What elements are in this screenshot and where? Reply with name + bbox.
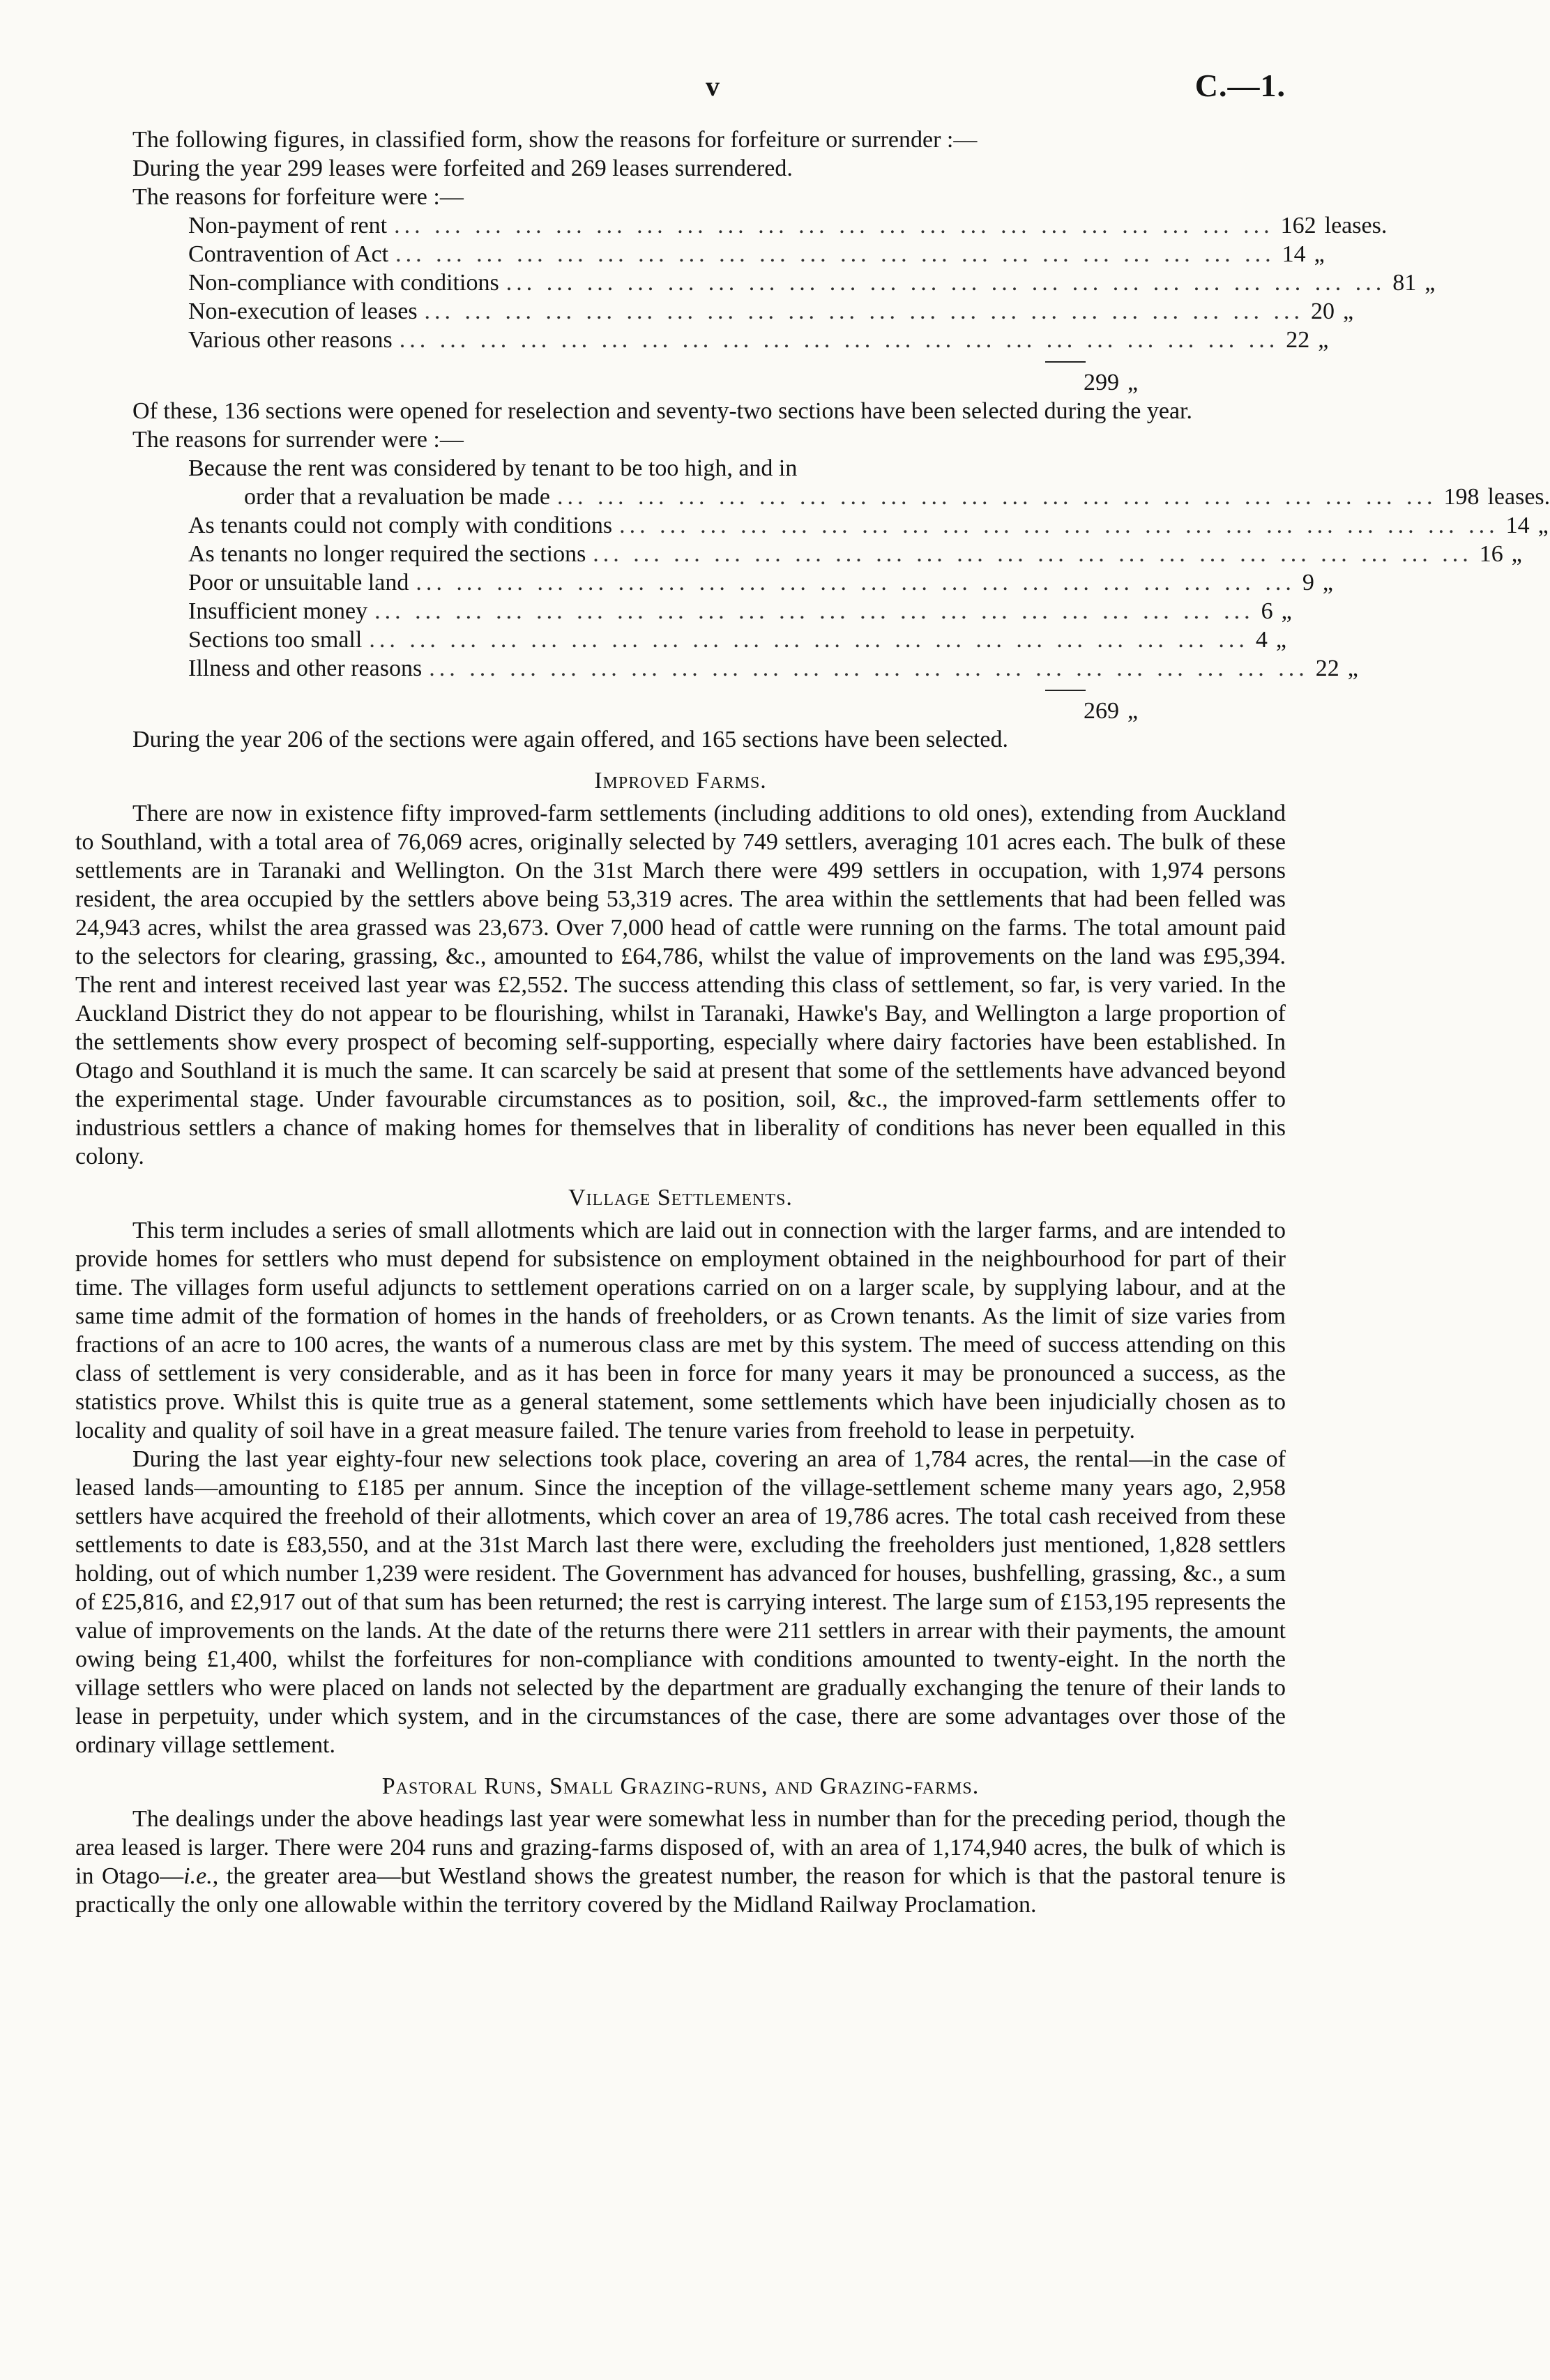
forfeiture-total xyxy=(75,368,1286,397)
row-unit: „ xyxy=(1318,327,1329,353)
row-value: 22 xyxy=(1315,655,1339,681)
total-value: 269 xyxy=(1084,698,1119,724)
row-label: Illness and other reasons xyxy=(188,655,423,681)
pastoral-text-ie: i.e. xyxy=(183,1863,213,1889)
row-unit: „ xyxy=(1537,513,1549,538)
row-value: 14 xyxy=(1505,513,1530,538)
row-unit: „ xyxy=(1343,298,1354,324)
total-unit: „ xyxy=(1127,370,1139,395)
intro-line: The following figures, in classified form, show the reasons for forfeiture or surrender :— xyxy=(132,127,978,153)
row-value: 198 xyxy=(1443,484,1480,510)
page-number: v xyxy=(706,70,720,102)
document-body xyxy=(75,126,1550,1919)
table-row xyxy=(75,626,1286,654)
pastoral-text-start: The dealings under the above headings last year were somewhat less in number than for the preceding period, though the area leased is larger. There were 204 runs and grazing-farms disposed of, with an area of 1,174,940 acres, the bulk of which is in Otago— xyxy=(75,1806,1286,1889)
dot-leader: ... ... ... ... ... ... ... ... ... ... ... ... ... ... ... ... ... ... ... ... ... ... xyxy=(395,241,1275,267)
pastoral-runs-heading: Pastoral Runs, Small Grazing-runs, and Grazing-farms. xyxy=(381,1773,980,1799)
dot-leader: ... ... ... ... ... ... ... ... ... ... ... ... ... ... ... ... ... ... ... ... ... ... xyxy=(399,327,1279,353)
dot-leader: ... ... ... ... ... ... ... ... ... ... ... ... ... ... ... ... ... ... ... ... ... ... xyxy=(429,655,1309,681)
row-label: Because the rent was considered by tenant to be too high, and in xyxy=(188,455,798,481)
pastoral-runs-paragraph xyxy=(75,1805,1286,1919)
total-value: 299 xyxy=(1084,370,1119,395)
village-settlements-paragraph-2: During the last year eighty-four new selections took place, covering an area of 1,784 acres, the rental—in the case of leased lands—amounting to £185 per annum. Since the inception of the village-settlement scheme many years ago, 2,958 settlers have acquired the freehold of their allotments, which cover an area of 19,786 acres. The total cash received from these settlements to date is £83,550, and at the 31st March last there were, excluding the freeholders just mentioned, 1,828 settlers holding, out of which number 1,239 were resident. The Government has advanced for houses, bushfelling, grassing, &c., a sum of £25,816, and £2,917 out of that sum has been returned; the rest is carrying interest. The large sum of £153,195 represents the value of improvements on the lands. At the date of the returns there were 211 settlers in arrear with their payments, the amount owing being £1,400, whilst the forfeitures for non-compliance with conditions amounted to twenty-eight. In the north the village settlers who were placed on lands not selected by the department are gradually exchanging the tenure of their lands to lease in perpetuity, under which system, and in the circumstances of the case, there are some advantages over those of the ordinary village settlement. xyxy=(75,1446,1286,1758)
row-unit: „ xyxy=(1511,541,1522,567)
document-reference: C.—1. xyxy=(1194,68,1286,103)
row-label: Various other reasons xyxy=(188,327,393,353)
table-row xyxy=(75,326,1329,354)
row-unit: „ xyxy=(1424,270,1436,296)
row-value: 14 xyxy=(1282,241,1306,267)
table-row xyxy=(75,511,1549,540)
sum-rule xyxy=(1045,690,1086,691)
row-label: Sections too small xyxy=(188,627,363,653)
row-unit: „ xyxy=(1281,598,1292,624)
table-row xyxy=(75,654,1358,683)
table-row xyxy=(75,211,1388,240)
dot-leader: ... ... ... ... ... ... ... ... ... ... ... ... ... ... ... ... ... ... ... ... ... ... xyxy=(374,598,1254,624)
row-value: 20 xyxy=(1311,298,1335,324)
pastoral-text-end: , the greater area—but Westland shows the greatest number, the reason for which is that the pastoral tenure is practically the only one allowable within the territory covered by the Midland Railway Proclamation. xyxy=(75,1863,1286,1918)
page-header xyxy=(75,70,1286,126)
row-label: Contravention of Act xyxy=(188,241,389,267)
table-row xyxy=(75,483,1550,511)
village-settlements-paragraph-1: This term includes a series of small allotments which are laid out in connection with the larger farms, and are intended to provide homes for settlers who must depend for subsistence on employment obtained in the neighbourhood for part of their time. The villages form useful adjuncts to settlement operations carried on on a larger scale, by supplying labour, and at the same time admit of the formation of homes in the hands of freeholders, or as Crown tenants. As the limit of size varies from fractions of an acre to 100 acres, the wants of a numerous class are met by this system. The meed of success attending on this class of settlement is very considerable, and as it has been in force for many years it may be pronounced a success, as the statistics prove. Whilst this is quite true as a general statement, some settlements which have been injudicially chosen as to locality and quality of soil have in a great measure failed. The tenure varies from freehold to lease in perpetuity. xyxy=(75,1218,1286,1443)
row-label: Non-payment of rent xyxy=(188,213,388,238)
row-value: 6 xyxy=(1261,598,1273,624)
row-label: As tenants could not comply with conditions xyxy=(188,513,613,538)
improved-farms-paragraph: There are now in existence fifty improved-farm settlements (including additions to old ones), extending from Auckland to Southland, with a total area of 76,069 acres, originally selected by 749 settlers, averaging 101 acres each. The bulk of these settlements are in Taranaki and Wellington. On the 31st March there were 499 settlers in occupation, with 1,974 persons resident, the area occupied by the settlers above being 53,319 acres. The area within the settlements that had been felled was 24,943 acres, whilst the area grassed was 23,673. Over 7,000 head of cattle were running on the farms. The total amount paid to the selectors for clearing, grassing, &c., amounted to £64,786, whilst the value of improvements on the land was £95,394. The rent and interest received last year was £2,552. The success attending this class of settlement, so far, is very varied. In the Auckland District they do not appear to be flourishing, whilst in Taranaki, Hawke's Bay, and Wellington a large proportion of the settlements show every prospect of becoming self-supporting, especially where dairy factories have been established. In Otago and Southland it is much the same. It can scarcely be said at present that some of the settlements have advanced beyond the experimental stage. Under favourable circumstances as to position, soil, &c., the improved-farm settlements offer to industrious settlers a chance of making homes for themselves that in liberality of conditions has never been equalled in this colony. xyxy=(75,801,1286,1169)
dot-leader: ... ... ... ... ... ... ... ... ... ... ... ... ... ... ... ... ... ... ... ... ... ... xyxy=(424,298,1305,324)
table-row xyxy=(75,540,1522,568)
row-value: 9 xyxy=(1302,570,1314,596)
row-unit: „ xyxy=(1347,655,1358,681)
row-unit: „ xyxy=(1275,627,1286,653)
village-settlements-heading: Village Settlements. xyxy=(568,1185,793,1211)
table-row xyxy=(75,240,1325,268)
dot-leader: ... ... ... ... ... ... ... ... ... ... ... ... ... ... ... ... ... ... ... ... ... ... xyxy=(556,484,1437,510)
document-page xyxy=(75,68,1550,1919)
dot-leader: ... ... ... ... ... ... ... ... ... ... ... ... ... ... ... ... ... ... ... ... ... ... xyxy=(416,570,1296,596)
dot-leader: ... ... ... ... ... ... ... ... ... ... ... ... ... ... ... ... ... ... ... ... ... ... xyxy=(619,513,1499,538)
surrender-table xyxy=(75,454,1550,725)
row-unit: „ xyxy=(1314,241,1325,267)
forfeiture-table xyxy=(75,211,1436,397)
row-unit: „ xyxy=(1322,570,1333,596)
row-label: Non-compliance with conditions xyxy=(188,270,499,296)
table-row xyxy=(75,297,1354,326)
reoffered-paragraph: During the year 206 of the sections were again offered, and 165 sections have been selected. xyxy=(132,727,1008,752)
row-value: 81 xyxy=(1392,270,1417,296)
table-row xyxy=(75,597,1292,626)
dot-leader: ... ... ... ... ... ... ... ... ... ... ... ... ... ... ... ... ... ... ... ... ... ... xyxy=(394,213,1274,238)
dot-leader: ... ... ... ... ... ... ... ... ... ... ... ... ... ... ... ... ... ... ... ... ... ... xyxy=(506,270,1386,296)
intro-summary: During the year 299 leases were forfeited and 269 leases surrendered. xyxy=(132,156,793,181)
table-row xyxy=(75,568,1333,597)
row-value: 162 xyxy=(1280,213,1316,238)
row-unit: leases. xyxy=(1487,484,1550,510)
row-label: Non-execution of leases xyxy=(188,298,418,324)
surrender-total xyxy=(75,697,1286,725)
dot-leader: ... ... ... ... ... ... ... ... ... ... ... ... ... ... ... ... ... ... ... ... ... ... xyxy=(593,541,1473,567)
dot-leader: ... ... ... ... ... ... ... ... ... ... ... ... ... ... ... ... ... ... ... ... ... ... xyxy=(369,627,1249,653)
surrender-heading: The reasons for surrender were :— xyxy=(132,427,464,453)
row-label: Poor or unsuitable land xyxy=(188,570,409,596)
row-label: As tenants no longer required the sections xyxy=(188,541,586,567)
row-label: order that a revaluation be made xyxy=(244,484,550,510)
row-value: 22 xyxy=(1286,327,1310,353)
improved-farms-heading: Improved Farms. xyxy=(594,768,767,794)
row-unit: leases. xyxy=(1324,213,1388,238)
sum-rule xyxy=(1045,361,1086,363)
forfeiture-heading: The reasons for forfeiture were :— xyxy=(132,184,464,210)
row-value: 16 xyxy=(1479,541,1503,567)
table-row xyxy=(75,454,1259,483)
row-value: 4 xyxy=(1255,627,1268,653)
table-row xyxy=(75,268,1436,297)
reselection-paragraph: Of these, 136 sections were opened for reselection and seventy-two sections have been selected during the year. xyxy=(132,398,1193,424)
row-label: Insufficient money xyxy=(188,598,368,624)
total-unit: „ xyxy=(1127,698,1139,724)
